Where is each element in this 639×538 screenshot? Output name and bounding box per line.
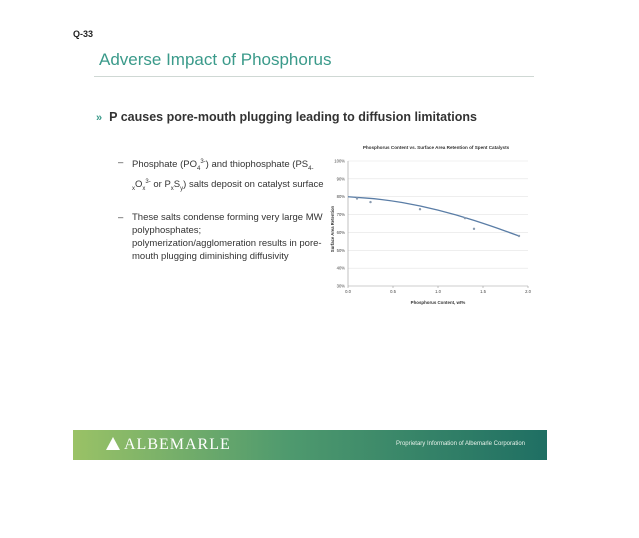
albemarle-logo: [106, 436, 231, 454]
bullet-pore-plugging: [96, 109, 516, 127]
bullet-text: P causes pore-mouth plugging leading to diffusion limitations: [109, 110, 477, 124]
proprietary-notice: Proprietary Information of Albemarle Corporation: [395, 441, 525, 447]
subbullet-phosphate: [118, 156, 338, 196]
data-point: [464, 217, 466, 219]
y-tick-label: 70%: [336, 212, 345, 218]
data-point: [356, 197, 358, 199]
chevron-icon: »: [96, 112, 103, 124]
data-point: [369, 201, 371, 203]
y-tick-label: 60%: [336, 229, 345, 235]
chart-xlabel: Phosphorus Content, wt%: [410, 300, 466, 305]
y-tick-label: 40%: [336, 265, 345, 271]
trend-line: [348, 197, 519, 236]
chart-ylabel: Surface Area Retention: [330, 205, 335, 253]
x-tick-label: 0.0: [345, 289, 351, 294]
subbullet-salts-condense: [118, 211, 338, 263]
data-point: [419, 208, 421, 210]
data-point: [473, 228, 475, 230]
slide-title: Adverse Impact of Phosphorus: [99, 50, 332, 69]
surface-area-chart: [326, 141, 536, 311]
y-tick-label: 90%: [336, 176, 345, 182]
y-tick-label: 80%: [336, 194, 345, 200]
slide-number: Q-33: [73, 29, 94, 39]
y-tick-label: 30%: [336, 283, 345, 289]
logo-text: ALBEMARLE: [124, 436, 231, 453]
dash-icon: –: [118, 212, 124, 223]
x-tick-label: 0.5: [390, 289, 396, 294]
subbullet-text: These salts condense forming very large MW polyphosphates; polymerization/agglomeration results in pore-mouth plugging diminishing diffusivity: [132, 212, 323, 262]
y-tick-label: 50%: [336, 247, 345, 253]
subbullet-text: Phosphate $(PO_4^{3-})$ and thiophosphate ($PS_{4-x}O_x^{3-}$ or $P_xS_y$) salts deposit on catalyst surface: [132, 159, 324, 193]
data-point: [518, 235, 520, 237]
y-tick-label: 100%: [334, 158, 345, 164]
title-divider: [94, 76, 534, 77]
footer-banner: [73, 430, 547, 460]
chart-title: Phosphorus Content vs. Surface Area Retention of Spent Catalysts: [362, 145, 510, 150]
logo-triangle-icon: [106, 437, 120, 450]
x-tick-label: 1.0: [435, 289, 441, 294]
x-tick-label: 2.0: [525, 289, 531, 294]
x-tick-label: 1.5: [480, 289, 486, 294]
dash-icon: –: [118, 157, 124, 168]
